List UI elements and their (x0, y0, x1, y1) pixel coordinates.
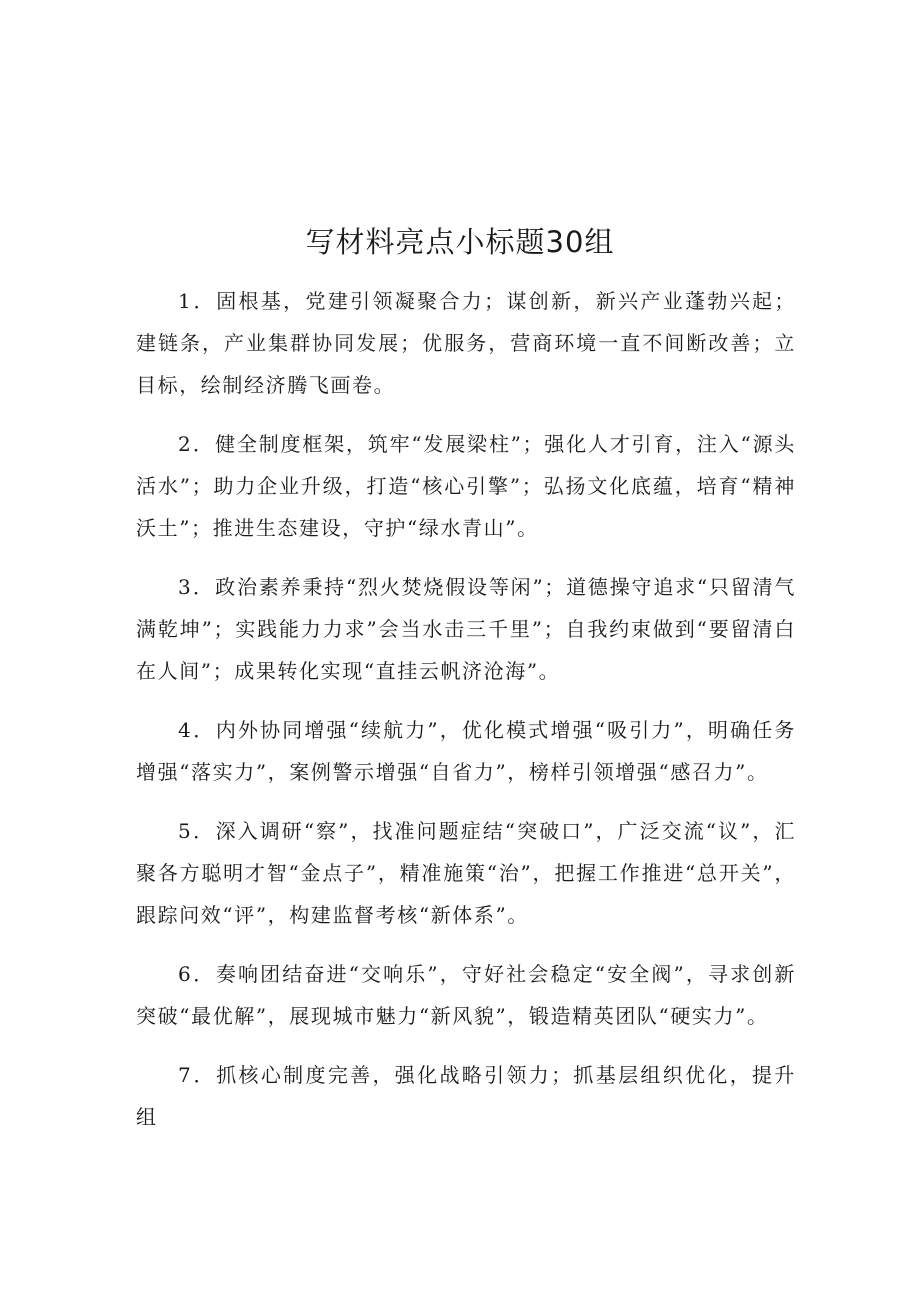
paragraph-number: 4． (178, 718, 216, 742)
document-title: 写材料亮点小标题30组 (305, 225, 615, 259)
paragraph-6 (136, 953, 796, 1037)
document-body (136, 280, 796, 1155)
paragraph-number: 3． (178, 575, 216, 599)
paragraph-2 (136, 423, 796, 549)
paragraph-text: 固根基，党建引领凝聚合力；谋创新，新兴产业蓬勃兴起；建链条，产业集群协同发展；优服务，营商环境一直不间断改善；立目标，绘制经济腾飞画卷。 (136, 289, 796, 397)
paragraph-text: 奏响团结奋进“交响乐”，守好社会稳定“安全阀”，寻求创新突破“最优解”，展现城市魅力“新风貌”，锻造精英团队“硬实力”。 (136, 962, 796, 1028)
paragraph-7 (136, 1054, 796, 1138)
paragraph-number: 7． (178, 1063, 217, 1087)
paragraph-number: 1． (178, 289, 217, 313)
paragraph-4 (136, 709, 796, 793)
paragraph-text: 政治素养秉持“烈火焚烧假设等闲”；道德操守追求“只留清气满乾坤”；实践能力力求”会当水击三千里”；自我约束做到“要留清白在人间”；成果转化实现“直挂云帆济沧海”。 (136, 575, 796, 683)
paragraph-3 (136, 566, 796, 692)
paragraph-5 (136, 810, 796, 936)
paragraph-number: 2． (178, 432, 216, 456)
paragraph-text: 健全制度框架，筑牢“发展梁柱”；强化人才引育，注入“源头活水”；助力企业升级，打造“核心引擎”；弘扬文化底蕴，培育“精神沃土”；推进生态建设，守护“绿水青山”。 (136, 432, 796, 540)
paragraph-number: 5． (178, 819, 216, 843)
paragraph-1 (136, 280, 796, 406)
paragraph-text: 内外协同增强“续航力”，优化模式增强“吸引力”，明确任务增强“落实力”，案例警示增强“自省力”，榜样引领增强“感召力”。 (136, 718, 796, 784)
paragraph-number: 6． (178, 962, 216, 986)
paragraph-text: 抓核心制度完善，强化战略引领力；抓基层组织优化，提升组 (136, 1063, 796, 1129)
paragraph-text: 深入调研“察”，找准问题症结“突破口”，广泛交流“议”，汇聚各方聪明才智“金点子”，精准施策“治”，把握工作推进“总开关”，跟踪问效“评”，构建监督考核“新体系”。 (136, 819, 797, 927)
